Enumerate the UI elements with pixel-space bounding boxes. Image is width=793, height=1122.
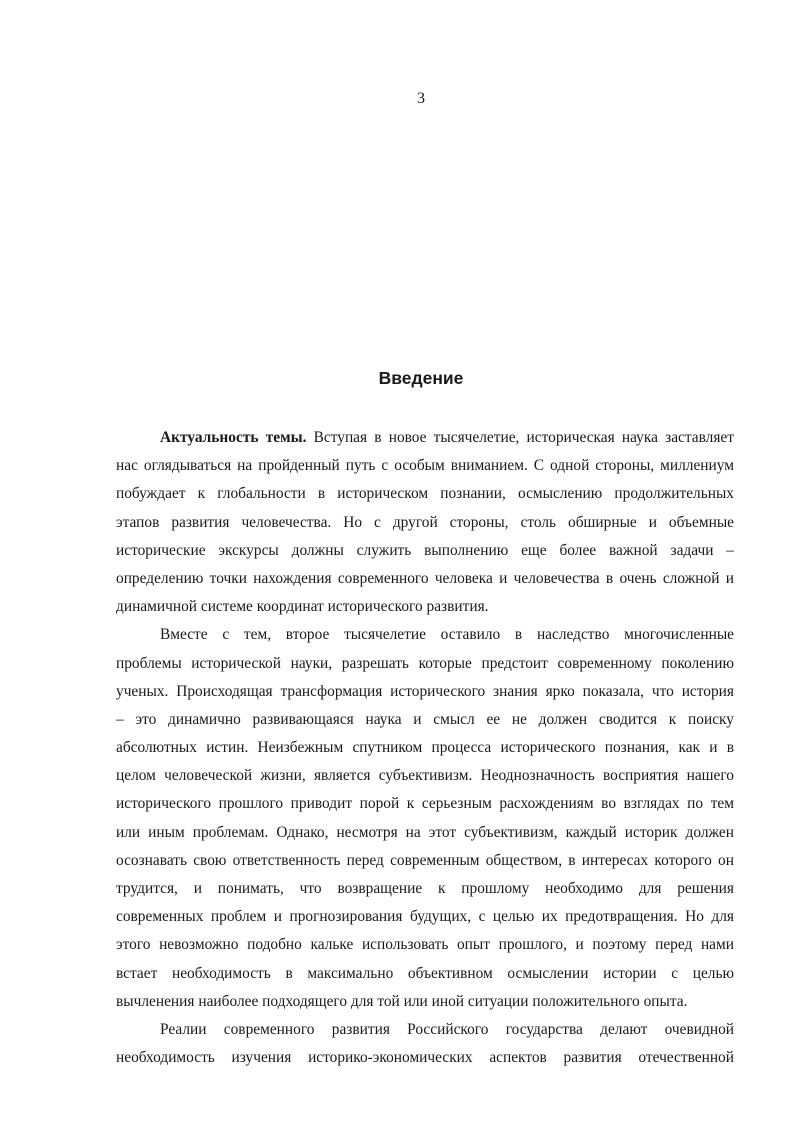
text-line: этого невозможно подобно кальке использовать опыт прошлого, и поэтому перед нами [116,936,734,954]
text-line: или иным проблемам. Однако, несмотря на этот субъективизм, каждый историк должен [116,823,734,841]
section-heading: Введение [378,368,464,388]
page-number: 3 [417,90,425,107]
text-line: современных проблем и прогнозирования будущих, с целью их предотвращения. Но для [116,908,734,926]
text-line: трудится, и понимать, что возвращение к прошлому необходимо для решения [116,880,734,897]
text-line: вычленения наиболее подходящего для той или иной ситуации положительного опыта. [116,992,688,1010]
text-line: исторического прошлого приводит порой к серьезным расхождениям во взглядах по тем [116,795,734,813]
text-line: абсолютных истин. Неизбежным спутником процесса исторического познания, как и в [116,739,734,757]
text-line: – это динамично развивающаяся наука и смысл ее не должен сводится к поиску [116,710,734,728]
text-line: исторические экскурсы должны служить выполнению еще более важной задачи – [116,541,734,559]
text-line: побуждает к глобальности в историческом познании, осмыслению продолжительных [116,485,734,503]
text-line: этапов развития человечества. Но с другой стороны, столь обширные и объемные [116,513,734,531]
text-line: определению точки нахождения современного человека и человечества в очень сложной и [116,569,734,587]
text-line: нас оглядываться на пройденный путь с особым вниманием. С одной стороны, миллениум [116,457,734,475]
text-line: Вместе с тем, второе тысячелетие оставило в наследство многочисленные [160,626,734,644]
text-line: Вступая в новое тысячелетие, историческая наука заставляет [306,429,734,446]
text-line: ученых. Происходящая трансформация исторического знания ярко показала, что история [116,682,734,700]
text-line: необходимость изучения историко-экономических аспектов развития отечественной [116,1049,734,1067]
text-line: осознавать свою ответственность перед современным обществом, в интересах которого он [116,851,734,869]
body-text [116,424,734,1072]
text-line: Реалии современного развития Российского государства делают очевидной [160,1020,734,1038]
text-line: проблемы исторической науки, разрешать которые предстоит современному поколению [116,654,734,672]
text-line: целом человеческой жизни, является субъективизм. Неоднозначность восприятия нашего [116,767,734,785]
text-line: динамичной системе координат исторического развития. [116,598,489,616]
paragraph-lead: Актуальность темы. [160,429,307,446]
text-line: встает необходимость в максимально объективном осмыслении истории с целью [116,964,734,982]
paragraph-1-line-1 [116,424,734,452]
